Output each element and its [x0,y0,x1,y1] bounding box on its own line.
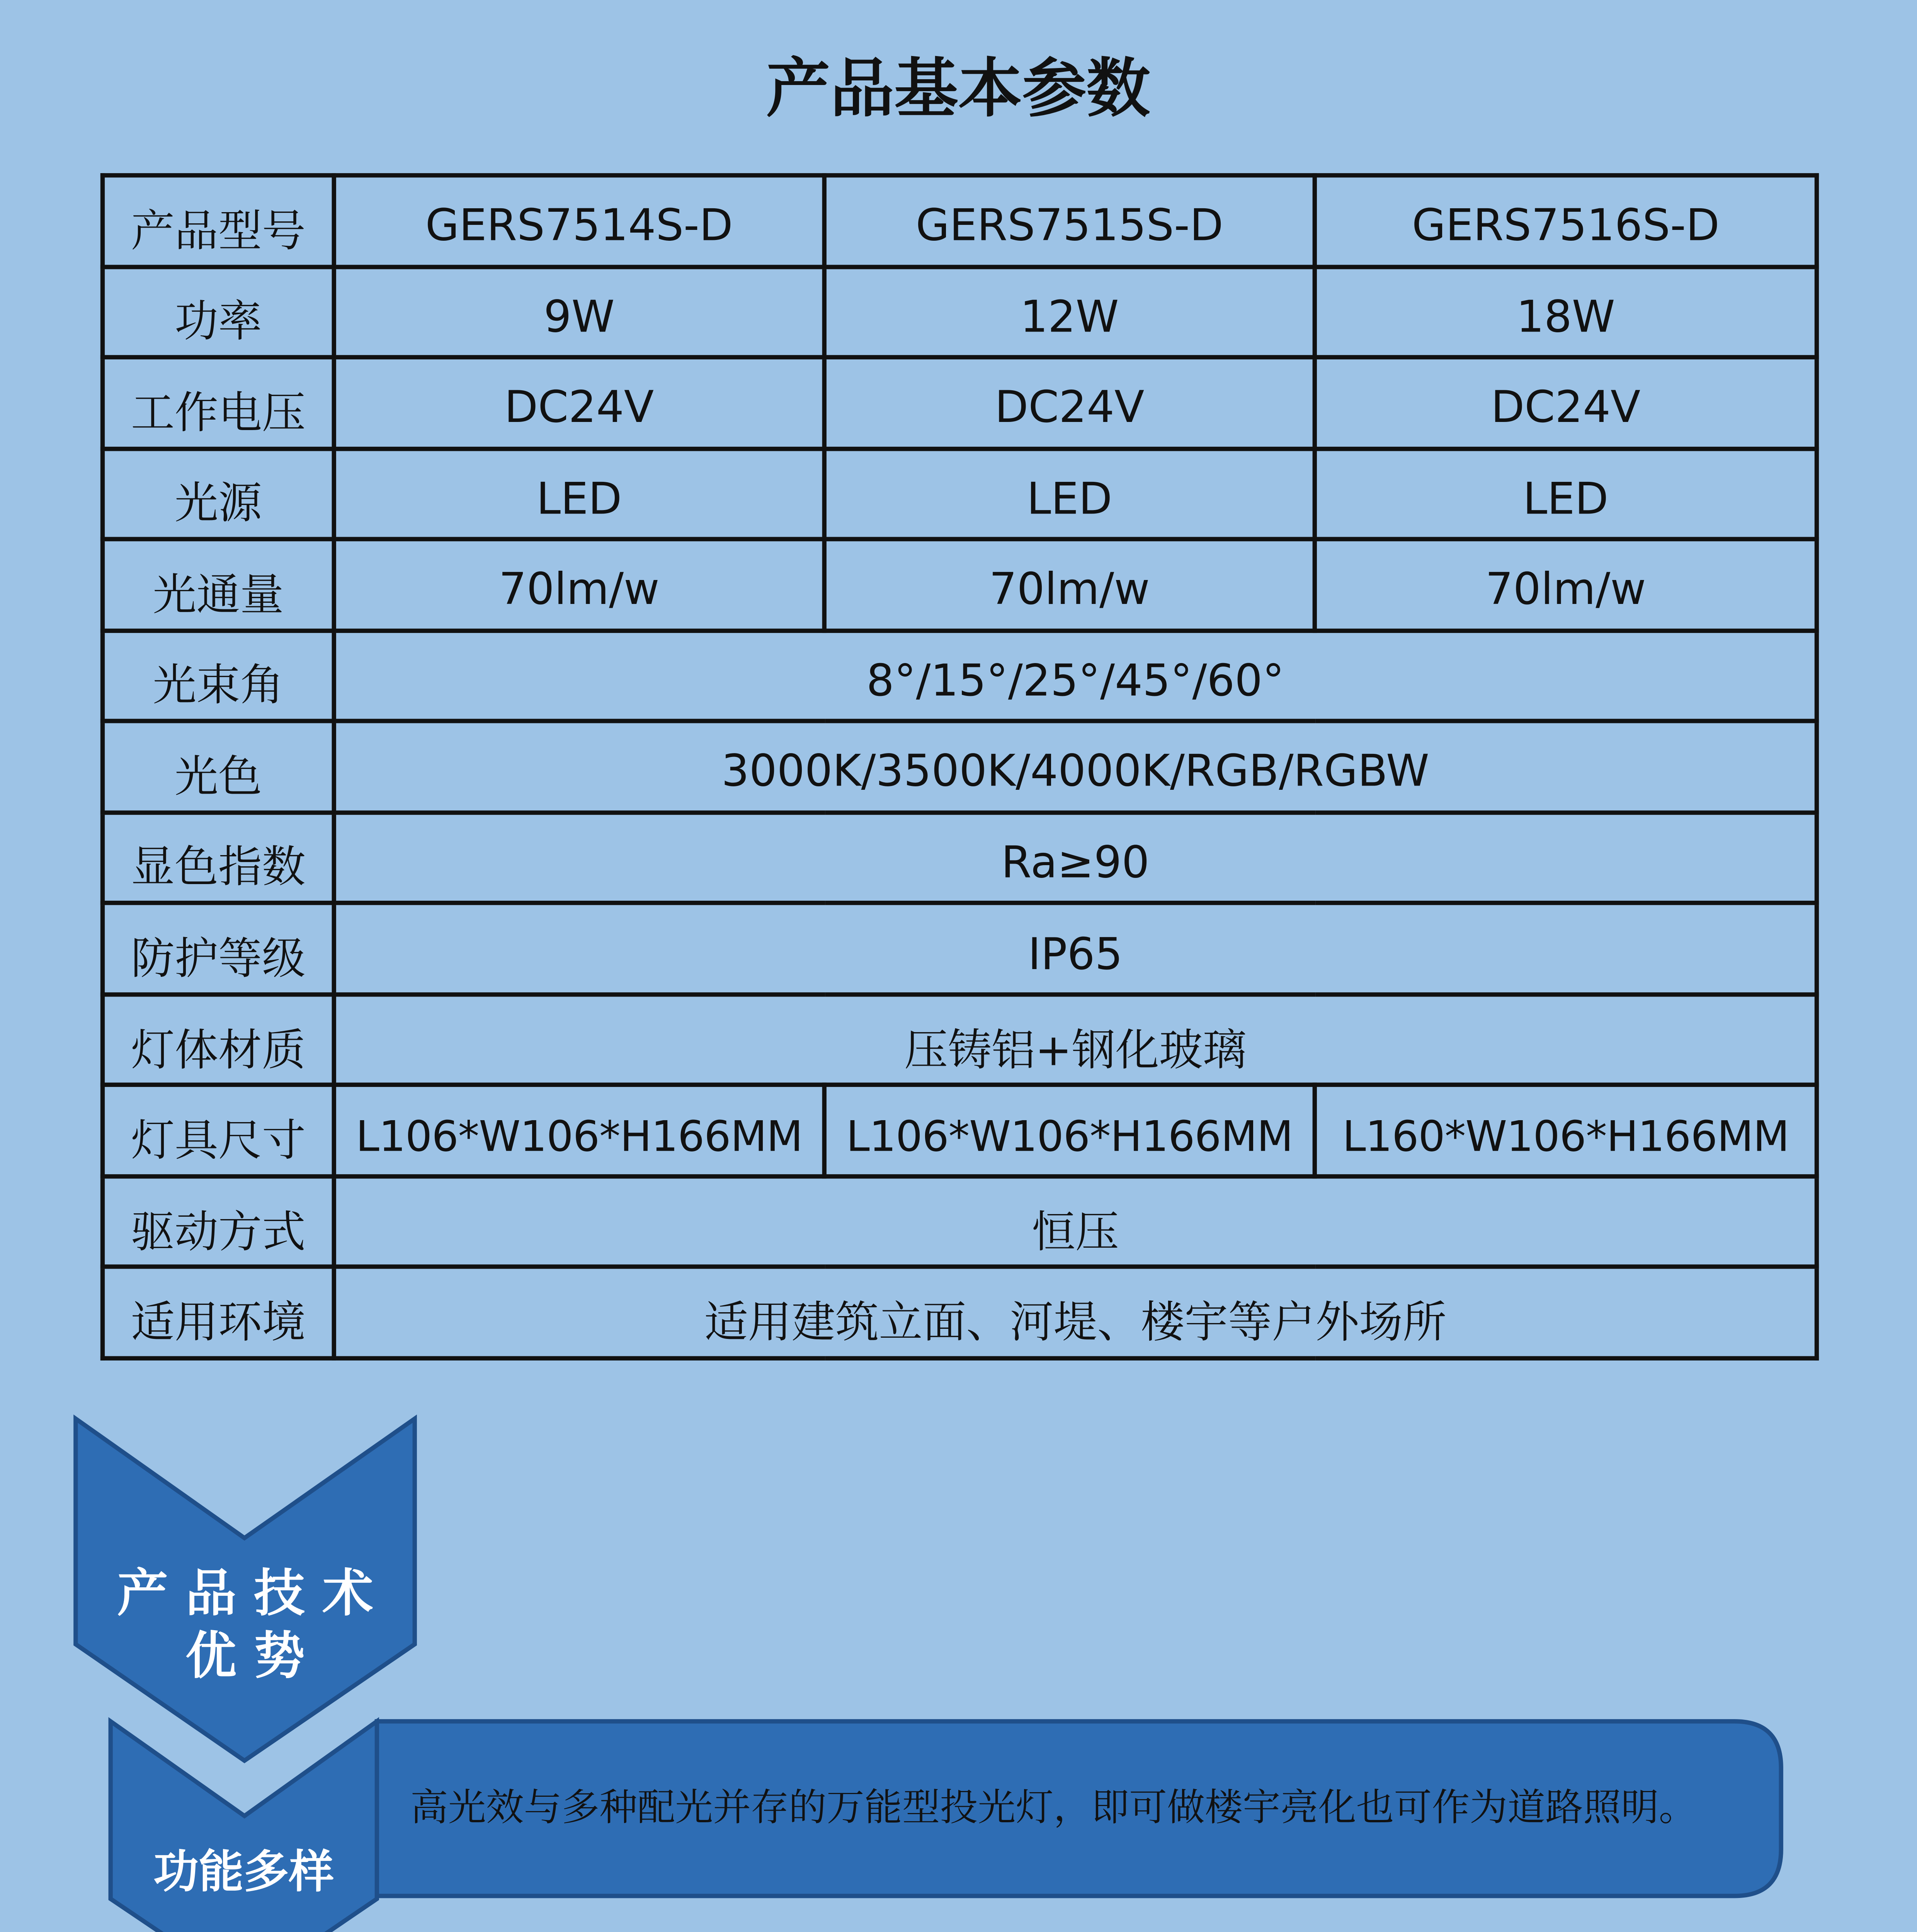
param-label: 工作电压 [102,357,334,448]
param-value: 70lm/w [334,539,824,630]
param-value: L160*W106*H166MM [1315,1085,1817,1176]
advantage-name: 功能多样 [153,1846,334,1899]
param-value: DC24V [824,357,1315,448]
param-value: GERS7516S-D [1315,175,1817,266]
param-value: 18W [1315,266,1817,357]
param-value: LED [824,448,1315,539]
param-label: 光色 [102,721,334,812]
param-label: 灯体材质 [102,994,334,1085]
param-value: 70lm/w [824,539,1315,630]
param-label: 光通量 [102,539,334,630]
param-label: 显色指数 [102,812,334,903]
param-value: 恒压 [334,1176,1817,1267]
param-value: 压铸铝+钢化玻璃 [334,994,1817,1085]
param-value: DC24V [1315,357,1817,448]
param-value: 3000K/3500K/4000K/RGB/RGBW [334,721,1817,812]
param-label: 产品型号 [102,175,334,266]
advantages-heading-line-2: 优势 [185,1628,323,1687]
param-value: 9W [334,266,824,357]
param-value: L106*W106*H166MM [824,1085,1315,1176]
param-value: 70lm/w [1315,539,1817,630]
param-label: 防护等级 [102,903,334,994]
param-value: L106*W106*H166MM [334,1085,824,1176]
param-label: 光源 [102,448,334,539]
param-value: 8°/15°/25°/45°/60° [334,630,1817,721]
param-value: Ra≥90 [334,812,1817,903]
param-value: LED [1315,448,1817,539]
param-label: 功率 [102,266,334,357]
param-value: IP65 [334,903,1817,994]
param-label: 光束角 [102,630,334,721]
param-value: 适用建筑立面、河堤、楼宇等户外场所 [334,1267,1817,1358]
advantage-description [410,1782,1697,1835]
param-label: 灯具尺寸 [102,1085,334,1176]
description-line: 高光效与多种配光并存的万能型投光灯，即可做楼宇亮化也可作为道路照明。 [410,1787,1697,1831]
param-value: 12W [824,266,1315,357]
param-value: DC24V [334,357,824,448]
param-label: 驱动方式 [102,1176,334,1267]
param-value: LED [334,448,824,539]
param-label: 适用环境 [102,1267,334,1358]
advantages-heading-line-1: 产品技术 [117,1565,391,1624]
param-value: GERS7515S-D [824,175,1315,266]
page-title: 产品基本参数 [766,52,1150,127]
param-value: GERS7514S-D [334,175,824,266]
